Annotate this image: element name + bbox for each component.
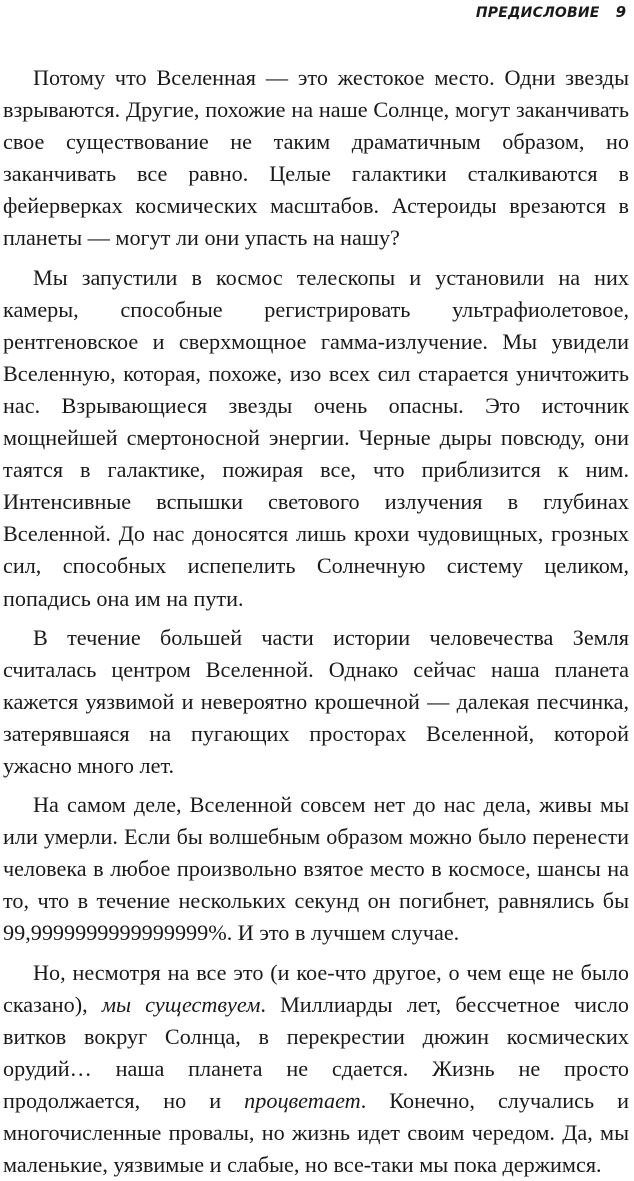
text-run: Потому что Вселенная — это жестокое место. Одни звезды взрываются. Другие, похожие на наше Солнце, могут заканчивать свое существование не таким драматичным образом, но заканчивать все равно. Целые галактики сталкиваются в фейерверках космических масштабов. Астероиды врезаются в планеты — могут ли они упасть на нашу?	[3, 65, 629, 251]
emphasis: мы существуем	[101, 991, 261, 1017]
text-run: Но, несмотря на все это (и кое-что другое, о чем еще не было сказано),	[3, 959, 629, 1017]
text-run: В течение большей части истории человечества Земля считалась центром Вселенной. Однако сейчас наша планета кажется уязвимой и невероятно крошечной — далекая песчинка, затерявшаяся на пугающих просторах Вселенной, которой ужасно много лет.	[3, 624, 629, 778]
paragraph	[3, 262, 629, 615]
paragraph	[3, 957, 629, 1181]
body-text	[3, 62, 629, 1181]
text-run: . Миллиарды лет, бессчетное число витков вокруг Солнца, в перекрестии дюжин космических орудий… наша планета не сдается. Жизнь не просто продолжается, но и	[3, 991, 629, 1113]
paragraph	[3, 622, 629, 782]
text-run: . Конечно, случались и многочисленные провалы, но жизнь идет своим чередом. Да, мы маленькие, уязвимые и слабые, но все-таки мы пока держимся.	[3, 1087, 629, 1178]
text-run: На самом деле, Вселенной совсем нет до нас дела, живы мы или умерли. Если бы волшебным образом можно было перенести человека в любое произвольно взятое место в космосе, шансы на то, что в течение нескольких секунд он погибнет, равнялись бы 99,9999999999999999%. И это в лучшем случае.	[3, 792, 629, 946]
paragraph	[3, 789, 629, 949]
text-run: Мы запустили в космос телескопы и установили на них камеры, способные регистрировать ультрафиолетовое, рентгеновское и сверхмощное гамма-излучение. Мы увидели Вселенную, которая, похоже, изо всех сил старается уничтожить нас. Взрывающиеся звезды очень опасны. Это источник мощнейшей смертоносной энергии. Черные дыры повсюду, они таятся в галактике, пожирая все, что приблизится к ним. Интенсивные вспышки светового излучения в глубинах Вселенной. До нас доносятся лишь крохи чудовищных, грозных сил, способных испепелить Солнечную систему целиком, попадись она им на пути.	[3, 264, 629, 611]
paragraph	[3, 62, 629, 255]
running-head	[476, 3, 626, 23]
emphasis: процветает	[244, 1087, 361, 1113]
running-head-section-title: ПРЕДИСЛОВИЕ	[475, 5, 600, 21]
page-number: 9	[615, 3, 626, 21]
